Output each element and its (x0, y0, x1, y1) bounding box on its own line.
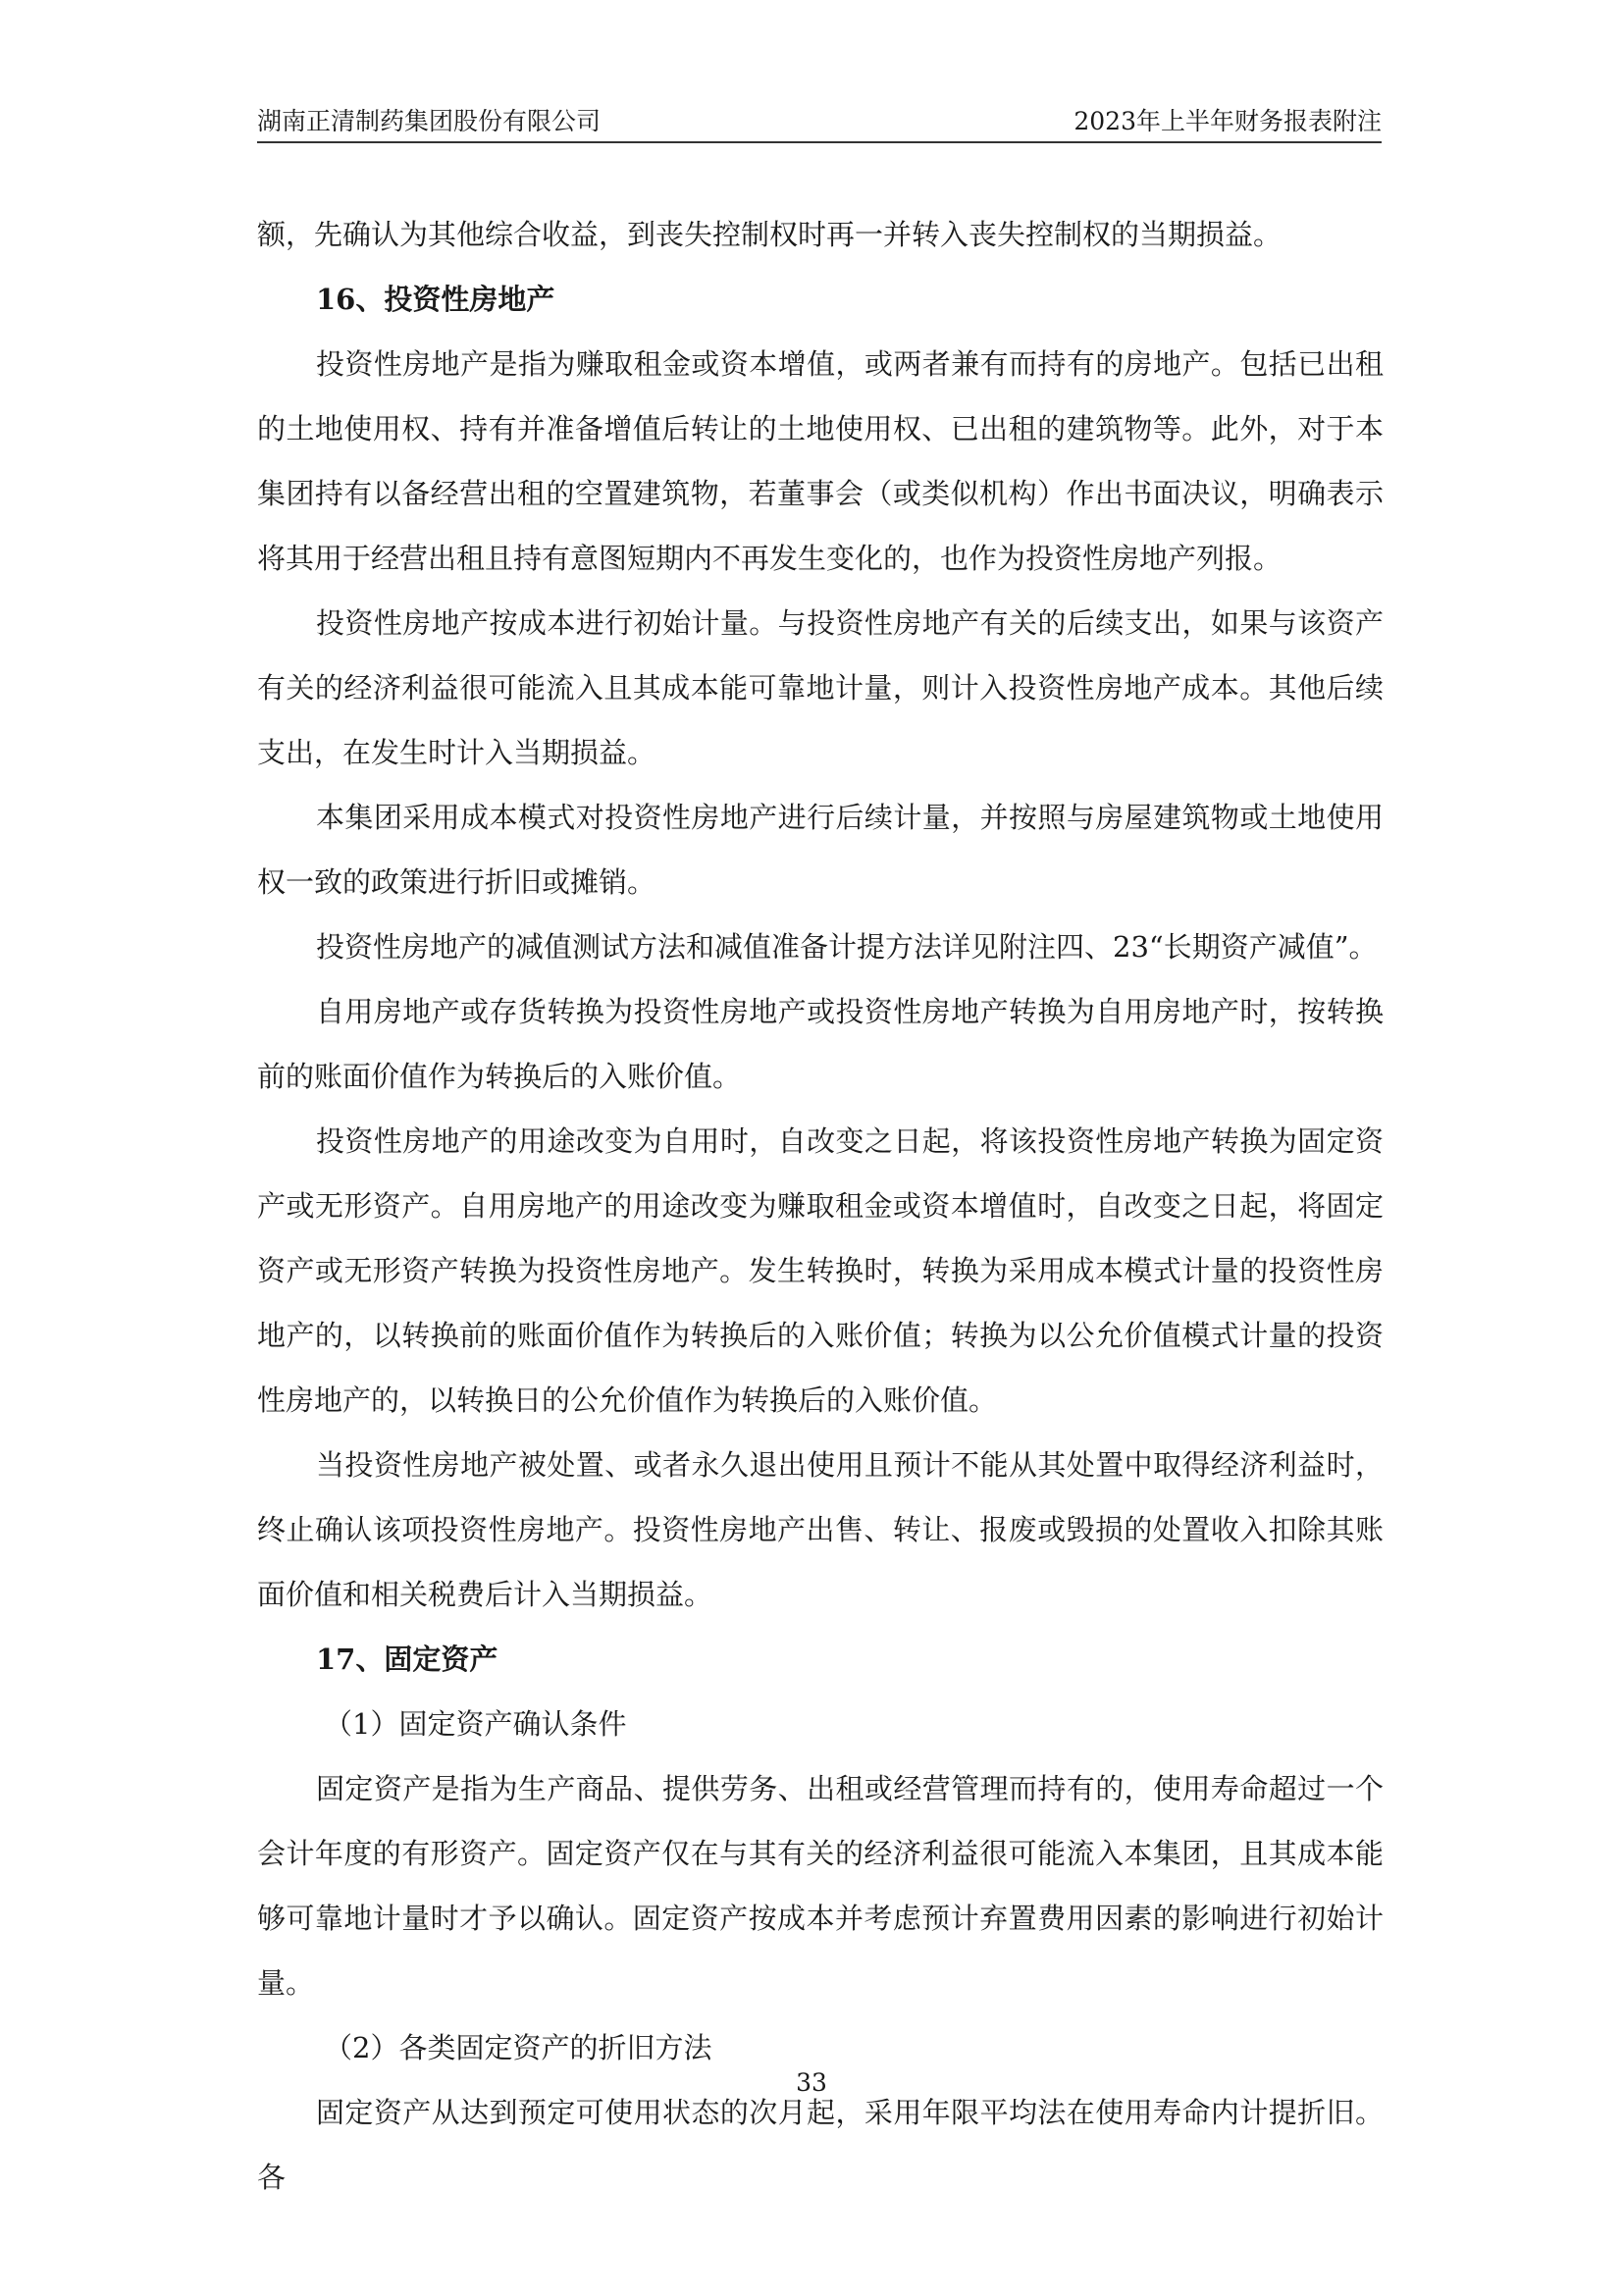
paragraph: 投资性房地产的用途改变为自用时，自改变之日起，将该投资性房地产转换为固定资产或无形资产。自用房地产的用途改变为赚取租金或资本增值时，自改变之日起，将固定资产或无形资产转换为投资性房地产。发生转换时，转换为采用成本模式计量的投资性房地产的，以转换前的账面价值作为转换后的入账价值；转换为以公允价值模式计量的投资性房地产的，以转换日的公允价值作为转换后的入账价值。 (257, 1124, 1384, 1417)
section-heading-16: 16、投资性房地产 (316, 283, 555, 316)
company-name: 湖南正清制药集团股份有限公司 (257, 107, 602, 135)
paragraph: 投资性房地产按成本进行初始计量。与投资性房地产有关的后续支出，如果与该资产有关的经济利益很可能流入且其成本能可靠地计量，则计入投资性房地产成本。其他后续支出，在发生时计入当期损益。 (257, 606, 1384, 769)
paragraph: 当投资性房地产被处置、或者永久退出使用且预计不能从其处置中取得经济利益时，终止确认该项投资性房地产。投资性房地产出售、转让、报废或毁损的处置收入扣除其账面价值和相关税费后计入当期损益。 (257, 1448, 1384, 1611)
paragraph: 额，先确认为其他综合收益，到丧失控制权时再一并转入丧失控制权的当期损益。 (257, 218, 1283, 251)
page-header (257, 102, 1382, 143)
page-number: 33 (796, 2068, 827, 2097)
paragraph: 固定资产是指为生产商品、提供劳务、出租或经营管理而持有的，使用寿命超过一个会计年度的有形资产。固定资产仅在与其有关的经济利益很可能流入本集团，且其成本能够可靠地计量时才予以确认。固定资产按成本并考虑预计弃置费用因素的影响进行初始计量。 (257, 1772, 1384, 2000)
paragraph: 固定资产从达到预定可使用状态的次月起，采用年限平均法在使用寿命内计提折旧。各 (257, 2096, 1384, 2194)
paragraph: 本集团采用成本模式对投资性房地产进行后续计量，并按照与房屋建筑物或土地使用权一致的政策进行折旧或摊销。 (257, 801, 1384, 899)
subsection-heading: （1）固定资产确认条件 (324, 1707, 627, 1741)
document-body (257, 202, 1384, 2210)
report-title: 2023年上半年财务报表附注 (1073, 107, 1382, 135)
paragraph: 投资性房地产的减值测试方法和减值准备计提方法详见附注四、23“长期资产减值”。 (316, 930, 1378, 964)
paragraph: 投资性房地产是指为赚取租金或资本增值，或两者兼有而持有的房地产。包括已出租的土地使用权、持有并准备增值后转让的土地使用权、已出租的建筑物等。此外，对于本集团持有以备经营出租的空置建筑物，若董事会（或类似机构）作出书面决议，明确表示将其用于经营出租且持有意图短期内不再发生变化的，也作为投资性房地产列报。 (257, 347, 1384, 575)
paragraph: 自用房地产或存货转换为投资性房地产或投资性房地产转换为自用房地产时，按转换前的账面价值作为转换后的入账价值。 (257, 995, 1384, 1093)
section-heading-17: 17、固定资产 (316, 1643, 498, 1676)
subsection-heading: （2）各类固定资产的折旧方法 (324, 2031, 712, 2064)
